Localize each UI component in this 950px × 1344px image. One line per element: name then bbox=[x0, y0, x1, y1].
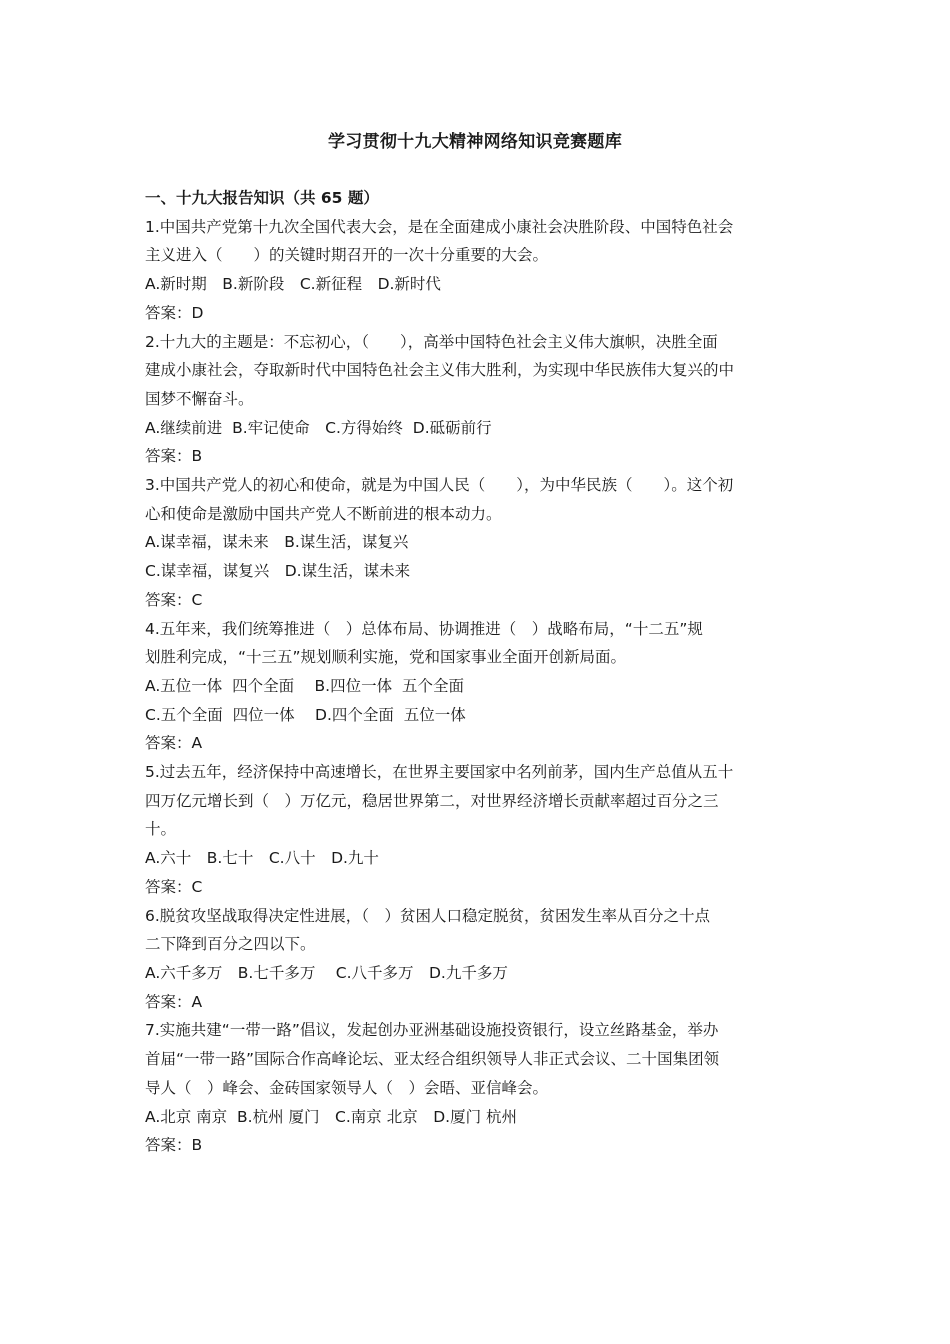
question-answer: 答案：A bbox=[145, 992, 203, 1011]
question-block bbox=[145, 213, 810, 328]
question-text-line: 建成小康社会，夺取新时代中国特色社会主义伟大胜利，为实现中华民族伟大复兴的中 bbox=[145, 361, 735, 380]
question-options: C.谋幸福，谋复兴 D.谋生活，谋未来 bbox=[145, 562, 411, 581]
question-block bbox=[145, 615, 810, 759]
question-options: A.谋幸福，谋未来 B.谋生活，谋复兴 bbox=[145, 533, 409, 552]
question-answer: 答案：A bbox=[145, 734, 203, 753]
section-heading: 一、十九大报告知识（共 65 题） bbox=[145, 189, 379, 207]
question-answer: 答案：C bbox=[145, 877, 203, 896]
question-text-line: 国梦不懈奋斗。 bbox=[145, 389, 254, 408]
question-answer: 答案：C bbox=[145, 590, 203, 609]
question-text-line: 4.五年来，我们统筹推进（ ）总体布局、协调推进（ ）战略布局，“十二五”规 bbox=[145, 619, 703, 638]
question-answer: 答案：B bbox=[145, 447, 203, 466]
question-block bbox=[145, 758, 810, 902]
question-options: A.六十 B.七十 C.八十 D.九十 bbox=[145, 849, 379, 868]
question-options: A.五位一体 四个全面 B.四位一体 五个全面 bbox=[145, 676, 464, 695]
question-text-line: 主义进入（ ）的关键时期召开的一次十分重要的大会。 bbox=[145, 246, 549, 265]
question-options: C.五个全面 四位一体 D.四个全面 五位一体 bbox=[145, 705, 466, 724]
question-text-line: 5.过去五年，经济保持中高速增长，在世界主要国家中名列前茅，国内生产总值从五十 bbox=[145, 763, 734, 782]
question-block bbox=[145, 902, 810, 1017]
question-answer: 答案：D bbox=[145, 303, 204, 322]
question-answer: 答案：B bbox=[145, 1136, 203, 1155]
question-text-line: 心和使命是激励中国共产党人不断前进的根本动力。 bbox=[145, 504, 502, 523]
question-options: A.六千多万 B.七千多万 C.八千多万 D.九千多万 bbox=[145, 963, 508, 982]
document-title: 学习贯彻十九大精神网络知识竞赛题库 bbox=[327, 132, 623, 152]
question-text-line: 十。 bbox=[145, 820, 177, 839]
document-body bbox=[145, 184, 810, 1160]
question-text-line: 2.十九大的主题是：不忘初心，（ ），高举中国特色社会主义伟大旗帜，决胜全面 bbox=[145, 332, 718, 351]
question-options: A.新时期 B.新阶段 C.新征程 D.新时代 bbox=[145, 275, 441, 294]
question-text-line: 3.中国共产党人的初心和使命，就是为中国人民（ ），为中华民族（ ）。这个初 bbox=[145, 476, 734, 495]
question-block bbox=[145, 328, 810, 472]
question-text-line: 1.中国共产党第十九次全国代表大会，是在全面建成小康社会决胜阶段、中国特色社会 bbox=[145, 217, 734, 236]
question-text-line: 二下降到百分之四以下。 bbox=[145, 935, 316, 954]
question-text-line: 首届“一带一路”国际合作高峰论坛、亚太经合组织领导人非正式会议、二十国集团领 bbox=[145, 1050, 720, 1069]
question-text-line: 导人（ ）峰会、金砖国家领导人（ ）会晤、亚信峰会。 bbox=[145, 1078, 549, 1097]
question-text-line: 6.脱贫攻坚战取得决定性进展，（ ）贫困人口稳定脱贫，贫困发生率从百分之十点 bbox=[145, 906, 711, 925]
question-block bbox=[145, 471, 810, 615]
question-options: A.北京 南京 B.杭州 厦门 C.南京 北京 D.厦门 杭州 bbox=[145, 1107, 517, 1126]
question-list bbox=[145, 213, 810, 1160]
question-options: A.继续前进 B.牢记使命 C.方得始终 D.砥砺前行 bbox=[145, 418, 492, 437]
question-block bbox=[145, 1016, 810, 1160]
question-text-line: 四万亿元增长到（ ）万亿元，稳居世界第二，对世界经济增长贡献率超过百分之三 bbox=[145, 791, 719, 810]
question-text-line: 划胜利完成，“十三五”规划顺利实施，党和国家事业全面开创新局面。 bbox=[145, 648, 627, 667]
question-text-line: 7.实施共建“一带一路”倡议，发起创办亚洲基础设施投资银行，设立丝路基金，举办 bbox=[145, 1021, 719, 1040]
